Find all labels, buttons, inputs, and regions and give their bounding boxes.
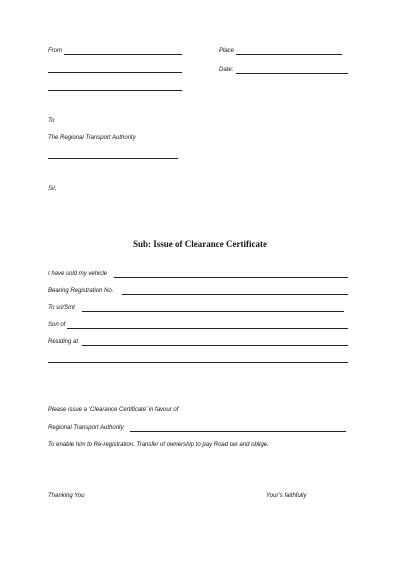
date-line[interactable] (236, 73, 348, 74)
vehicle-label: I have sold my vehicle (48, 271, 108, 277)
salutation: Sir, (48, 186, 57, 192)
son-of-line[interactable] (67, 328, 348, 329)
request-line-1: Please issue a ‘Clearance Certificate’ in favour of (48, 407, 179, 413)
to-person-line[interactable] (82, 311, 344, 312)
vehicle-line[interactable] (114, 277, 348, 278)
registration-label: Bearing Registration No. (48, 288, 114, 294)
registration-line[interactable] (122, 294, 348, 295)
thanking-you: Thanking You (48, 493, 85, 499)
from-label: From (48, 48, 62, 54)
from-line-2[interactable] (48, 72, 182, 73)
to-label: To (48, 118, 55, 124)
authority-address-line[interactable] (48, 158, 178, 159)
place-label: Place (219, 48, 235, 54)
place-line[interactable] (236, 54, 342, 55)
residing-label: Residing at (48, 339, 79, 345)
date-label: Date: (219, 67, 234, 73)
address-extra-line[interactable] (48, 362, 348, 363)
regional-authority-line[interactable] (130, 431, 346, 432)
authority-name: The Regional Transport Authority (48, 135, 136, 141)
to-person-label: To sri/Smt (48, 305, 75, 311)
son-of-label: Son of (48, 322, 66, 328)
from-line-1[interactable] (64, 54, 182, 55)
regional-authority-label: Regional Transport Authority (48, 425, 124, 431)
subject-heading: Sub: Issue of Clearance Certificate (133, 239, 267, 249)
yours-faithfully: Your’s faithfully (266, 493, 307, 499)
residing-line[interactable] (82, 345, 348, 346)
request-line-3: To enable him to Re-registration. Transfer of ownership to pay Road tax and oblige. (48, 442, 269, 448)
from-line-3[interactable] (48, 90, 182, 91)
